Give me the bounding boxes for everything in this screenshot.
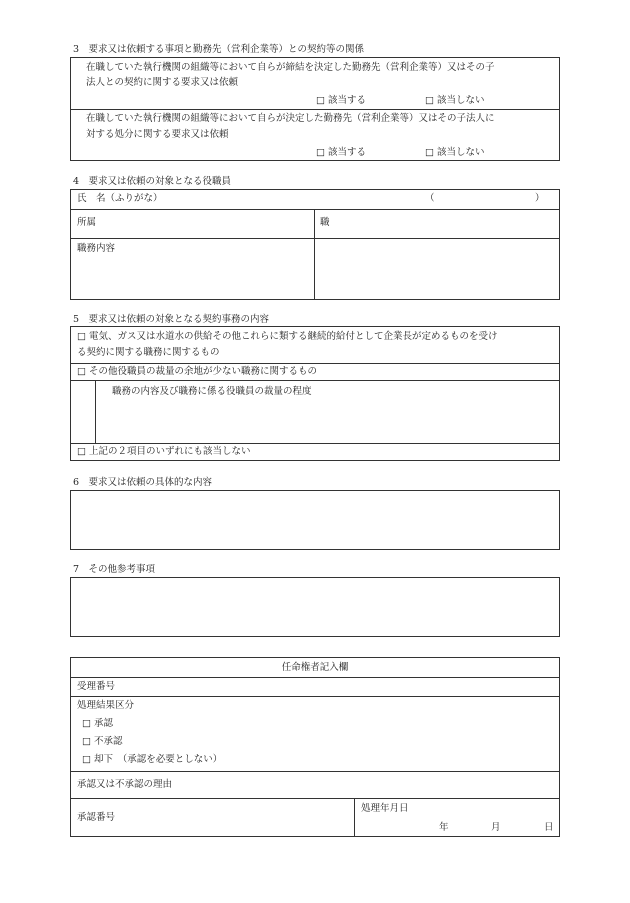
section4-column-divider <box>314 209 315 300</box>
section6-heading: 6 要求又は依頼の具体的な内容 <box>73 477 213 488</box>
section3-row1-not-applicable-checkbox[interactable] <box>425 95 485 107</box>
furigana-open-paren: （ <box>425 193 435 204</box>
checkbox-icon <box>425 95 437 106</box>
section5-item2-checkbox[interactable] <box>77 366 317 378</box>
section7-heading: 7 その他参考事項 <box>73 564 156 575</box>
reason-label: 承認又は不承認の理由 <box>77 779 173 790</box>
receipt-number-label: 受理番号 <box>77 681 116 692</box>
not-applicable-label: 該当しない <box>436 95 485 106</box>
appointer-column-divider <box>354 798 355 837</box>
not-applicable-label: 該当しない <box>436 147 485 158</box>
item3-label: 上記の２項目のいずれにも該当しない <box>88 446 251 457</box>
section5-heading: 5 要求又は依頼の対象となる契約事務の内容 <box>73 314 270 325</box>
affiliation-label: 所属 <box>77 217 97 228</box>
approve-label: 承認 <box>93 718 113 729</box>
checkbox-icon <box>425 147 437 158</box>
checkbox-icon <box>82 736 94 747</box>
checkbox-icon <box>82 718 94 729</box>
year-label: 年 <box>439 822 449 833</box>
section5-divider-1 <box>70 363 560 364</box>
section5-divider-3 <box>70 443 560 444</box>
section3-row1-applicable-checkbox[interactable] <box>316 95 366 107</box>
checkbox-icon <box>316 147 328 158</box>
appointer-divider-1 <box>70 677 560 678</box>
section3-row2-applicable-checkbox[interactable] <box>316 147 366 159</box>
appointer-table <box>70 657 560 837</box>
section3-row2-not-applicable-checkbox[interactable] <box>425 147 485 159</box>
item2-label: その他役職員の裁量の余地が少ない職務に関するもの <box>88 366 317 377</box>
disapprove-checkbox[interactable] <box>82 736 123 748</box>
section3-heading: 3 要求又は依頼する事項と勤務先（営利企業等）との契約等の関係 <box>73 44 365 55</box>
appointer-divider-4 <box>70 798 560 799</box>
section4-divider-1 <box>70 209 560 210</box>
applicable-label: 該当する <box>327 95 366 106</box>
section5-item3-checkbox[interactable] <box>77 446 251 458</box>
section3-row2-text-2: 対する処分に関する要求又は依頼 <box>86 129 229 140</box>
checkbox-icon <box>316 95 328 106</box>
applicable-label: 該当する <box>327 147 366 158</box>
section5-item1-text-2: る契約に関する職務に関するもの <box>77 347 220 358</box>
name-label: 氏 名（ふりがな） <box>77 193 163 204</box>
position-label: 職 <box>320 217 330 228</box>
duties-label: 職務内容 <box>77 243 116 254</box>
section5-item2-detail-label: 職務の内容及び職務に係る役職員の裁量の程度 <box>112 386 312 397</box>
section7-textbox[interactable] <box>70 577 560 637</box>
dismiss-checkbox[interactable] <box>82 754 222 766</box>
result-category-label: 処理結果区分 <box>77 700 135 711</box>
item1-label: 電気、ガス又は水道水の供給その他これらに類する継続的給付として企業長が定めるものを受け <box>88 331 498 342</box>
checkbox-icon <box>82 754 94 765</box>
month-label: 月 <box>491 822 501 833</box>
section6-textbox[interactable] <box>70 490 560 550</box>
section4-heading: 4 要求又は依頼の対象となる役職員 <box>73 176 232 187</box>
approval-number-label: 承認番号 <box>77 812 116 823</box>
section4-divider-2 <box>70 238 560 239</box>
disapprove-label: 不承認 <box>93 736 123 747</box>
checkbox-icon <box>77 331 89 342</box>
checkbox-icon <box>77 446 89 457</box>
section5-indent-divider <box>95 380 96 443</box>
section3-divider <box>70 109 560 110</box>
dismiss-label: 却下 （承認を必要としない） <box>93 754 223 765</box>
appointer-title: 任命権者記入欄 <box>281 662 349 673</box>
furigana-close-paren: ） <box>535 193 545 204</box>
section3-row2-text-1: 在職していた執行機関の組織等において自らが決定した勤務先（営利企業等）又はその子法人に <box>86 113 495 124</box>
appointer-divider-3 <box>70 771 560 772</box>
day-label: 日 <box>544 822 554 833</box>
section5-item1-checkbox[interactable] <box>77 331 498 343</box>
appointer-divider-2 <box>70 696 560 697</box>
approve-checkbox[interactable] <box>82 718 113 730</box>
section4-table <box>70 189 560 300</box>
process-date-label: 処理年月日 <box>361 803 409 814</box>
section3-row1-text-2: 法人との契約に関する要求又は依頼 <box>86 77 239 88</box>
section3-row1-text-1: 在職していた執行機関の組織等において自らが締結を決定した勤務先（営利企業等）又はその子 <box>86 62 495 73</box>
section5-divider-2 <box>70 380 560 381</box>
checkbox-icon <box>77 366 89 377</box>
